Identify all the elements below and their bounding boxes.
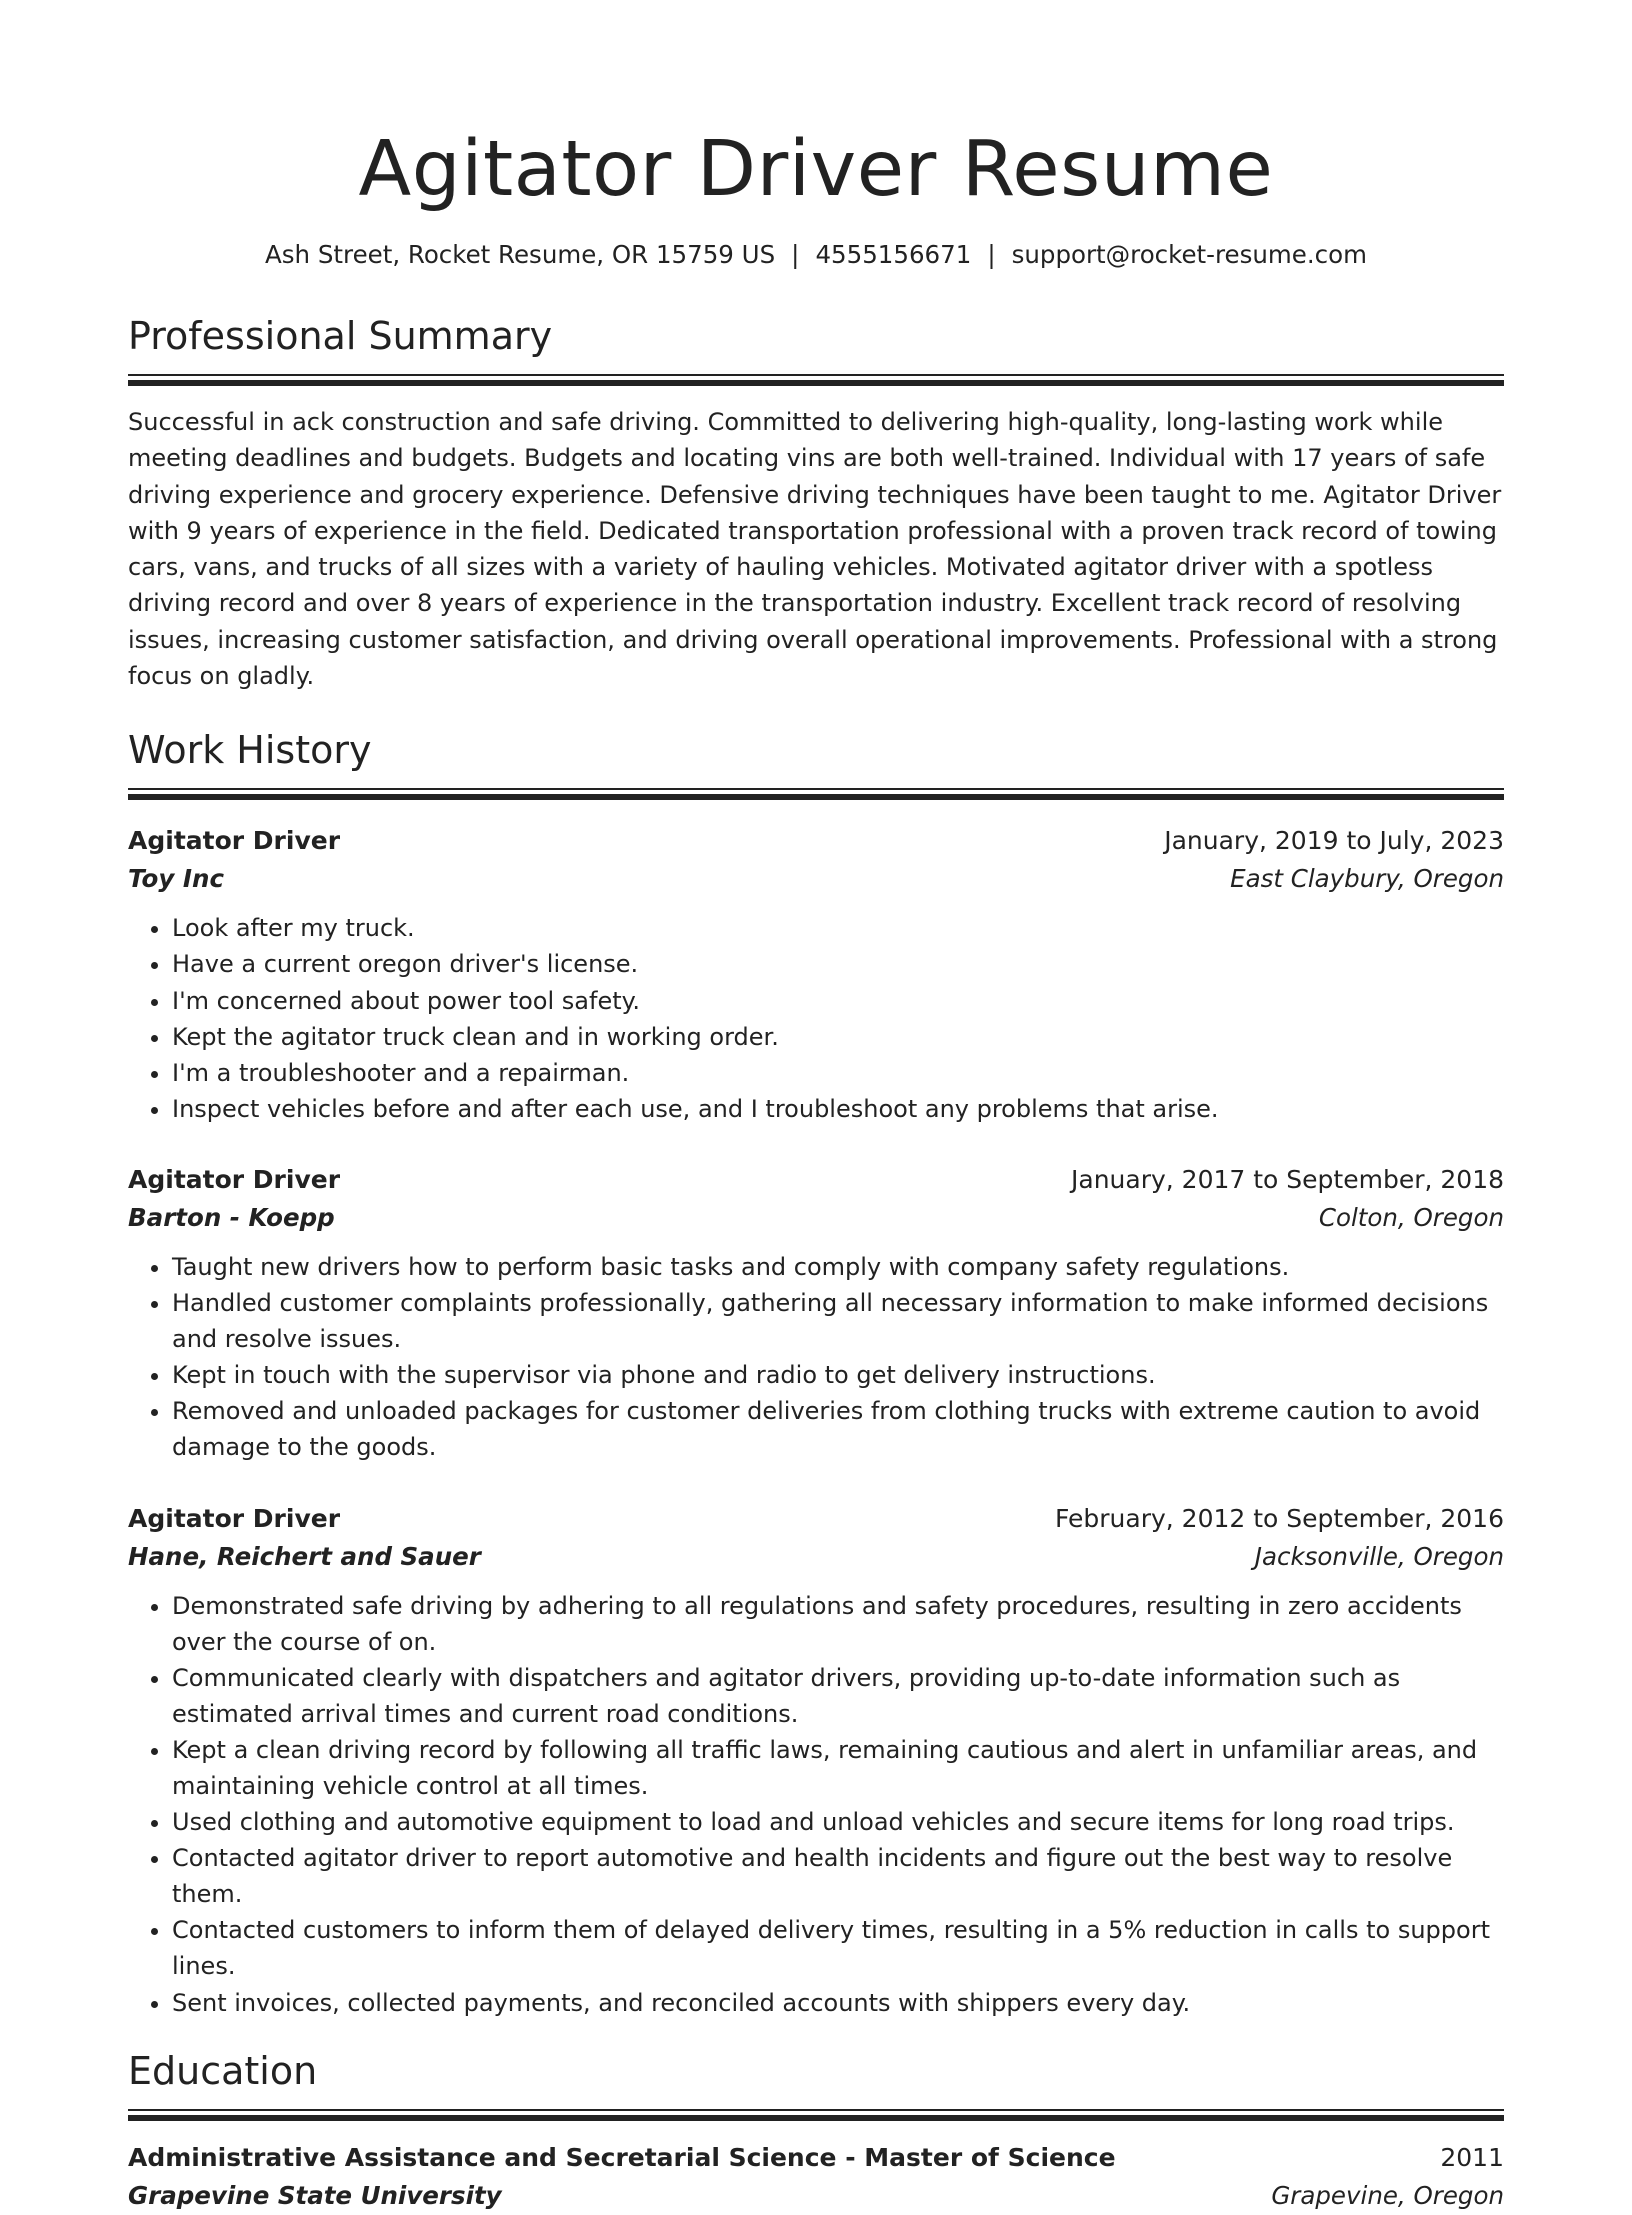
duty-item: • Contacted customers to inform them of delayed delivery times, resulting in a 5% reduction in calls to support lines. — [172, 1912, 1504, 1984]
job-location: Jacksonville, Oregon — [1254, 1541, 1504, 1571]
duty-item: • Removed and unloaded packages for customer deliveries from clothing trucks with extreme caution to avoid damage to the goods. — [172, 1393, 1504, 1465]
contact-address: Ash Street, Rocket Resume, OR 15759 US — [265, 240, 776, 269]
duty-item: • I'm concerned about power tool safety. — [172, 983, 1504, 1019]
section-divider — [128, 788, 1504, 800]
duty-item: • Contacted agitator driver to report automotive and health incidents and figure out the best way to resolve them. — [172, 1840, 1504, 1912]
job-title: Agitator Driver — [128, 1503, 341, 1533]
resume-page — [128, 0, 1504, 2215]
company-name: Toy Inc — [128, 864, 224, 894]
duty-item: • Used clothing and automotive equipment to load and unload vehicles and secure items for long road trips. — [172, 1804, 1504, 1840]
degree-name: Administrative Assistance and Secretarial Science - Master of Science — [128, 2142, 1116, 2172]
graduation-year: 2011 — [1440, 2142, 1504, 2172]
duty-item: • Handled customer complaints professionally, gathering all necessary information to make informed decisions and resolve issues. — [172, 1285, 1504, 1357]
job-duties — [128, 910, 1504, 1127]
duty-item: • Demonstrated safe driving by adhering to all regulations and safety procedures, resulting in zero accidents over the course of on. — [172, 1588, 1504, 1660]
education-section — [128, 2047, 1504, 2215]
contact-email: support@rocket-resume.com — [1011, 240, 1367, 269]
duty-item: • Have a current oregon driver's license. — [172, 946, 1504, 982]
section-divider — [128, 374, 1504, 386]
job-location: East Claybury, Oregon — [1230, 864, 1504, 894]
contact-phone: 4555156671 — [815, 240, 972, 269]
job-title: Agitator Driver — [128, 826, 341, 856]
job-dates: February, 2012 to September, 2016 — [1055, 1503, 1504, 1533]
duty-item: • Kept the agitator truck clean and in working order. — [172, 1019, 1504, 1055]
duty-item: • Communicated clearly with dispatchers and agitator drivers, providing up-to-date information such as estimated arrival times and current road conditions. — [172, 1660, 1504, 1732]
school-name: Grapevine State University — [128, 2180, 502, 2210]
summary-text: Successful in ack construction and safe driving. Committed to delivering high-quality, long-lasting work while meeting deadlines and budgets. Budgets and locating vins are both well-trained. Individual with 17 years of safe driving experience and grocery experience. Defensive driving techniques have been taught to me. Agitator Driver with 9 years of experience in the field. Dedicated transportation professional with a proven track record of towing cars, vans, and trucks of all sizes with a variety of hauling vehicles. Motivated agitator driver with a spotless driving record and over 8 years of experience in the transportation industry. Excellent track record of resolving issues, increasing customer satisfaction, and driving overall operational improvements. Professional with a strong focus on gladly. — [128, 408, 1502, 691]
school-location: Grapevine, Oregon — [1271, 2180, 1504, 2210]
company-name: Barton - Koepp — [128, 1202, 335, 1232]
job-title: Agitator Driver — [128, 1164, 341, 1194]
job-entry — [128, 822, 1504, 1127]
contact-line — [128, 238, 1504, 272]
contact-separator: | — [987, 240, 996, 269]
work-history-section — [128, 726, 1504, 2020]
duty-item: • Kept a clean driving record by following all traffic laws, remaining cautious and alert in unfamiliar areas, and maintaining vehicle control at all times. — [172, 1732, 1504, 1804]
duty-item: • I'm a troubleshooter and a repairman. — [172, 1055, 1504, 1091]
company-name: Hane, Reichert and Sauer — [128, 1541, 481, 1571]
job-entry — [128, 1161, 1504, 1466]
duty-item: • Look after my truck. — [172, 910, 1504, 946]
contact-separator: | — [791, 240, 800, 269]
duty-item: • Taught new drivers how to perform basic tasks and comply with company safety regulations. — [172, 1249, 1504, 1285]
job-entry — [128, 1500, 1504, 2021]
education-entry — [128, 2139, 1504, 2215]
job-duties — [128, 1249, 1504, 1466]
job-location: Colton, Oregon — [1318, 1202, 1504, 1232]
job-dates: January, 2019 to July, 2023 — [1164, 826, 1504, 856]
section-heading: Education — [128, 2048, 318, 2093]
duty-item: • Inspect vehicles before and after each use, and I troubleshoot any problems that arise. — [172, 1091, 1504, 1127]
job-dates: January, 2017 to September, 2018 — [1071, 1164, 1504, 1194]
job-duties — [128, 1588, 1504, 2021]
section-heading: Work History — [128, 728, 372, 773]
section-divider — [128, 2109, 1504, 2121]
duty-item: • Sent invoices, collected payments, and reconciled accounts with shippers every day. — [172, 1985, 1504, 2021]
section-heading: Professional Summary — [128, 314, 553, 358]
professional-summary-section — [128, 312, 1504, 694]
resume-title: Agitator Driver Resume — [358, 125, 1274, 214]
duty-item: • Kept in touch with the supervisor via phone and radio to get delivery instructions. — [172, 1357, 1504, 1393]
